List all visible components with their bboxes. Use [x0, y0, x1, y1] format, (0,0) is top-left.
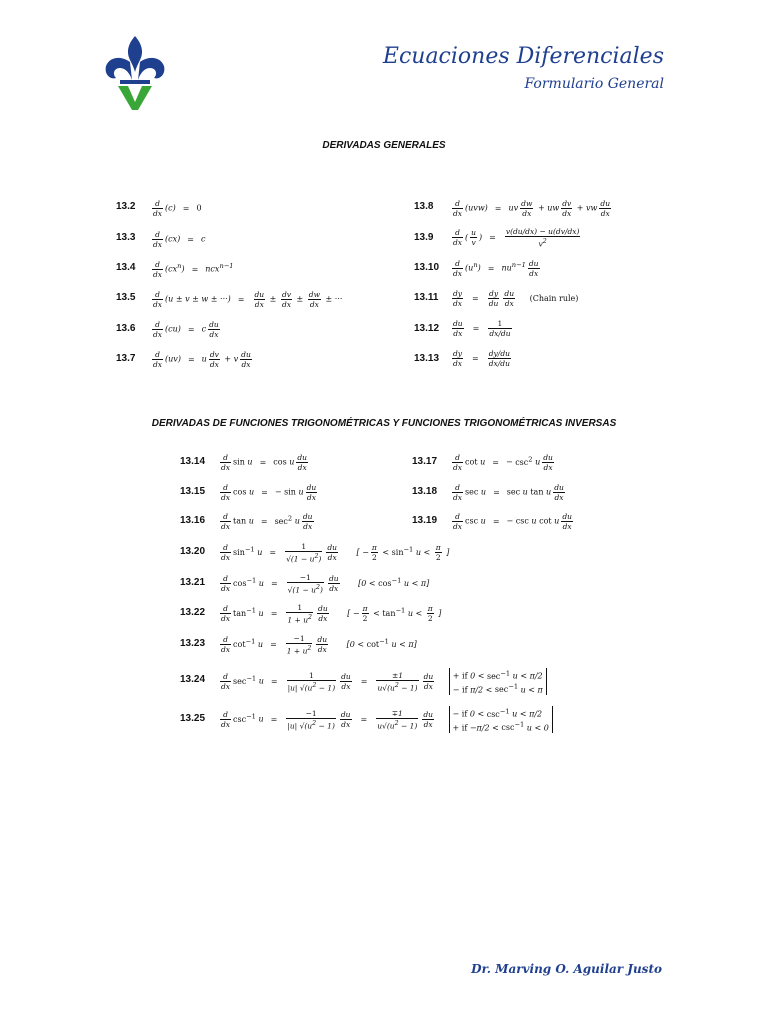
formula-13-7: $\frac{d}{dx}$ (uv) = u $\frac{dv}{dx}$ + v $\frac{du}{dx}$: [153, 350, 251, 369]
formula-number: 13.4: [116, 262, 136, 273]
formula-13-13: $\frac{dy}{dx}$ = $\frac{dy/du}{dx/du}$: [453, 349, 510, 368]
formula-13-9: $\frac{d}{dx}$ ( $\frac{u}{v}$ ) = $\frac{v(du/dx) - u(dv/dx)}{v^2}$: [453, 227, 580, 249]
formula-number: 13.12: [414, 323, 440, 334]
formula-number: 13.10: [414, 262, 440, 273]
formula-number: 13.13: [414, 353, 440, 364]
formula-13-15: $\frac{d}{dx}$ cos u = − sin u $\frac{du}{dx}$: [221, 483, 317, 502]
university-logo: [104, 34, 166, 112]
section-title-general: DERIVADAS GENERALES: [322, 140, 446, 151]
formula-number: 13.25: [180, 713, 206, 724]
formula-number: 13.20: [180, 546, 206, 557]
formula-13-8: $\frac{d}{dx}$ (uvw) = uv $\frac{dw}{dx}$ + uw $\frac{dv}{dx}$ + vw $\frac{du}{dx}$: [453, 199, 611, 218]
document-subtitle: Formulario General: [524, 76, 664, 92]
formula-number: 13.15: [180, 486, 206, 497]
formula-13-19: $\frac{d}{dx}$ csc u = − csc u cot u $\frac{du}{dx}$: [453, 512, 572, 531]
formula-13-5: $\frac{d}{dx}$ (u ± v ± w ± ···) = $\frac{du}{dx}$ ± $\frac{dv}{dx}$ ± $\frac{dw}{dx}$ ± ···: [153, 290, 343, 309]
formula-13-21: $\frac{d}{dx}$ $\cos^{-1} u$ = $\frac{-1}{√(1 - u^2)}$ $\frac{du}{dx}$ $[0 < \cos^{-1} u < \pi]$: [221, 573, 430, 595]
formula-number: 13.3: [116, 232, 136, 243]
formula-13-23: $\frac{d}{dx}$ $\cot^{-1} u$ = $\frac{-1}{1 + u^2}$ $\frac{du}{dx}$ $[0 < \cot^{-1} u < \pi]$: [221, 634, 417, 656]
formula-number: 13.2: [116, 201, 136, 212]
formula-number: 13.8: [414, 201, 434, 212]
formula-13-2: $\frac{d}{dx}$ (c) = 0: [153, 199, 202, 218]
formula-number: 13.7: [116, 353, 136, 364]
formula-number: 13.16: [180, 515, 206, 526]
section-title-trig: DERIVADAS DE FUNCIONES TRIGONOMÉTRICAS Y FUNCIONES TRIGONOMÉTRICAS INVERSAS: [151, 418, 617, 429]
formula-number: 13.23: [180, 638, 206, 649]
chain-rule-label: (Chain rule): [529, 293, 579, 303]
formula-13-18: $\frac{d}{dx}$ sec u = sec u tan u $\frac{du}{dx}$: [453, 483, 564, 502]
formula-13-22: $\frac{d}{dx}$ $\tan^{-1} u$ = $\frac{1}{1 + u^2}$ $\frac{du}{dx}$ [ − $\frac{\pi}{2}$ < $\tan^{-1} u$ < $\frac{\pi}{2}$ ]: [221, 603, 442, 625]
formula-number: 13.9: [414, 232, 434, 243]
formula-13-14: $\frac{d}{dx}$ sin u = cos u $\frac{du}{dx}$: [221, 453, 308, 472]
formula-13-16: $\frac{d}{dx}$ $\tan u = \sec^2 u$ $\frac{du}{dx}$: [221, 512, 313, 531]
author-footer: Dr. Marving O. Aguilar Justo: [471, 962, 662, 976]
formula-number: 13.6: [116, 323, 136, 334]
formula-13-25: $\frac{d}{dx}$ $\csc^{-1} u$ = $\frac{-1}{|u| √(u^2 - 1)}$ $\frac{du}{dx}$ = $\frac{\mp 1}{u√(u^2 - 1)}$ $\frac{du}{dx}$ − if $0 < \csc^{-1} u < \pi/2$ + if $-\pi/2 < \csc^{-1} u < 0$: [218, 706, 553, 733]
formula-13-17: $\frac{d}{dx}$ cot u = − $\csc^2 u$ $\frac{du}{dx}$: [453, 453, 553, 472]
formula-13-3: $\frac{d}{dx}$ (cx) = c: [153, 230, 206, 249]
formula-13-20: $\frac{d}{dx}$ $\sin^{-1} u$ = $\frac{1}{√(1 - u^2)}$ $\frac{du}{dx}$ [ − $\frac{\pi}{2}$ < $\sin^{-1} u$ < $\frac{\pi}{2}$ ]: [221, 542, 450, 564]
formula-number: 13.17: [412, 456, 438, 467]
document-title: Ecuaciones Diferenciales: [382, 44, 664, 69]
formula-number: 13.21: [180, 577, 206, 588]
formula-13-11: $\frac{dy}{dx}$ = $\frac{dy}{du}$ $\frac{du}{dx}$ (Chain rule): [453, 289, 579, 308]
formula-number: 13.5: [116, 292, 136, 303]
formula-13-24: $\frac{d}{dx}$ $\sec^{-1} u$ = $\frac{1}{|u| √(u^2 - 1)}$ $\frac{du}{dx}$ = $\frac{\pm 1}{u√(u^2 - 1)}$ $\frac{du}{dx}$ + if $0 < \sec^{-1} u < \pi/2$ − if $\pi/2 < \sec^{-1} u < \pi$: [218, 668, 547, 695]
formula-number: 13.14: [180, 456, 206, 467]
formula-number: 13.22: [180, 607, 206, 618]
formula-13-12: $\frac{du}{dx}$ = $\frac{1}{dx/du}$: [453, 319, 511, 338]
formula-13-4: $\frac{d}{dx}$ $(cx^n) = ncx^{n-1}$: [153, 260, 234, 279]
formula-13-10: $\frac{d}{dx}$ $(u^n) = nu^{n-1}$ $\frac{du}{dx}$: [453, 259, 539, 278]
formula-13-6: $\frac{d}{dx}$ (cu) = c $\frac{du}{dx}$: [153, 320, 219, 339]
formula-number: 13.11: [414, 292, 439, 303]
formula-number: 13.19: [412, 515, 438, 526]
formula-number: 13.18: [412, 486, 438, 497]
formula-number: 13.24: [180, 674, 206, 685]
